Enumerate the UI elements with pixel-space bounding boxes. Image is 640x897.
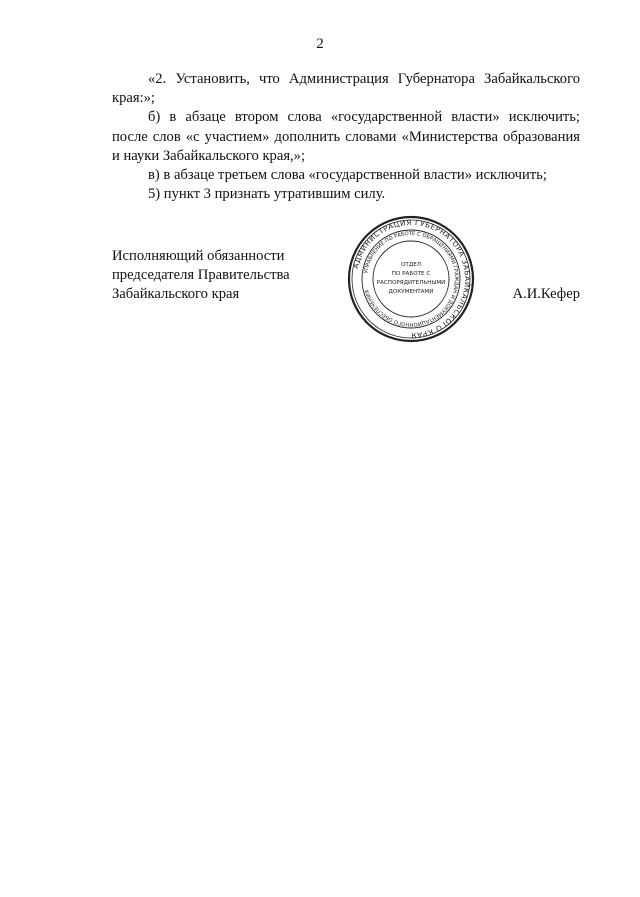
signer-position-line: Исполняющий обязанности: [112, 248, 285, 264]
signer-position-line: Забайкальского края: [112, 286, 240, 302]
paragraph-1: «2. Установить, что Администрация Губернатора Забайкальского края:»;: [112, 71, 580, 107]
document-body: [112, 70, 580, 204]
signer-position-line: председателя Правительства: [112, 267, 290, 283]
stamp-center-line: ПО РАБОТЕ С: [391, 271, 431, 277]
paragraph-2: б) в абзаце втором слова «государственной власти» исключить; после слов «с участием» дополнить словами «Министерства образования и науки Забайкальского края,»;: [112, 109, 580, 164]
stamp-outer-text: АДМИНИСТРАЦИЯ ГУБЕРНАТОРА ЗАБАЙКАЛЬСКОГО КРАЯ: [351, 217, 473, 341]
official-stamp: [347, 215, 475, 343]
paragraph-3: в) в абзаце третьем слова «государственной власти» исключить;: [148, 167, 547, 184]
signer-name: А.И.Кефер: [512, 286, 580, 302]
stamp-center-line: РАСПОРЯДИТЕЛЬНЫМИ: [376, 280, 446, 286]
stamp-inner-text: УПРАВЛЕНИЕ ПО РАБОТЕ С ОБРАЩЕНИЯМИ ГРАЖДАН И ДОКУМЕНТАЦИОННОГО ОБЕСПЕЧЕНИЯ: [363, 230, 460, 328]
svg-text:УПРАВЛЕНИЕ ПО РАБОТЕ С ОБРАЩЕН: [363, 231, 459, 327]
signer-position: [112, 247, 290, 304]
stamp-center-line: ОТДЕЛ: [401, 262, 421, 268]
page-number: 2: [316, 36, 324, 52]
stamp-center-line: ДОКУМЕНТАМИ: [388, 289, 434, 295]
paragraph-4: 5) пункт 3 признать утратившим силу.: [148, 186, 386, 203]
